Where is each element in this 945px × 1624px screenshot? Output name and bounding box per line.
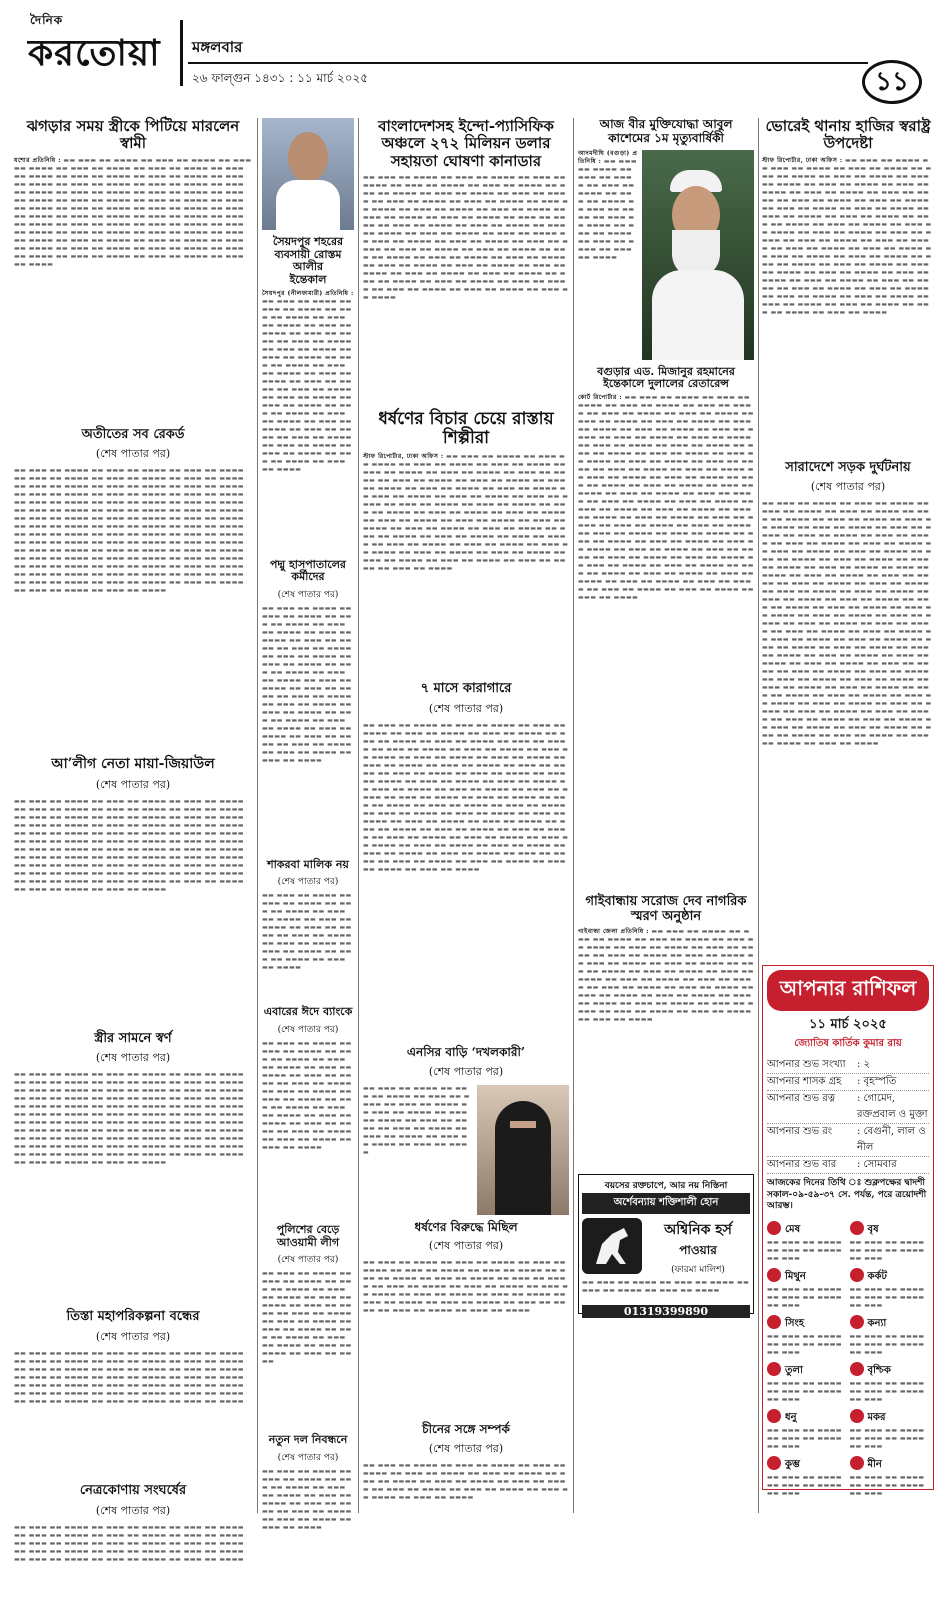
article-body-s12: স্টাফ রিপোর্টার, ঢাকা অফিস : ▬▬ ▬▬▬ ▬▬ ▬▬▬▬ ▬▬ ▬▬▬ ▬▬ ▬▬▬▬ ▬▬ ▬▬▬ ▬▬ ▬▬▬▬ ▬▬ ▬▬▬ ▬▬ ▬▬▬▬ ▬▬ ▬▬▬ ▬▬ ▬▬▬▬ ▬▬ ▬▬▬ ▬▬ ▬▬▬▬ ▬▬ ▬▬▬ ▬▬ ▬▬▬▬ ▬▬ ▬▬▬ ▬▬ ▬▬▬▬ ▬▬ ▬▬▬ ▬▬ ▬▬▬▬ ▬▬ ▬▬▬ ▬▬ ▬▬▬▬ ▬▬ ▬▬▬ ▬▬ ▬▬▬▬ ▬▬ ▬▬▬ ▬▬ ▬▬▬▬ ▬▬ ▬▬▬ ▬▬ ▬▬▬▬ ▬▬ ▬▬▬ ▬▬ ▬▬▬▬ ▬▬ ▬▬▬ ▬▬ ▬▬▬▬ ▬▬ ▬▬▬ ▬▬ ▬▬▬▬ ▬▬ ▬▬▬ ▬▬ ▬▬▬▬ ▬▬ ▬▬▬ ▬▬ ▬▬▬▬ ▬▬ ▬▬▬ ▬▬ ▬▬▬▬ ▬▬ ▬▬▬ ▬▬ ▬▬▬▬ ▬▬ ▬▬▬ ▬▬ ▬▬▬▬ ▬▬ ▬▬▬ ▬▬ ▬▬▬▬ ▬▬ ▬▬▬ ▬▬ ▬▬▬▬ ▬▬ ▬▬▬ ▬▬ ▬▬▬▬ ▬▬ ▬▬▬ ▬▬ ▬▬▬▬ ▬▬ ▬▬▬ ▬▬ ▬▬▬▬ ▬▬ ▬▬▬ ▬▬ ▬▬▬▬ ▬▬ ▬▬▬ ▬▬ ▬▬▬▬ ▬▬ ▬▬▬ ▬▬ ▬▬▬▬ ▬▬ ▬▬▬ ▬▬ ▬▬▬▬ ▬▬ ▬▬▬ ▬▬ ▬▬▬▬ ▬▬ ▬▬▬ ▬▬ ▬▬▬▬ ▬▬ ▬▬▬ ▬▬ ▬▬▬▬ ▬▬ ▬▬▬ ▬▬ ▬▬▬▬ ▬▬ ▬▬▬ ▬▬ ▬▬▬▬ ▬▬ ▬▬▬ ▬▬ ▬▬▬▬ ▬▬ ▬▬▬ ▬▬ ▬▬▬▬	[363, 452, 569, 572]
freedom-fighter-photo	[642, 150, 754, 360]
continued-s4: (শেষ পাতার পর)	[95, 1051, 171, 1065]
zodiac-icon	[850, 1221, 864, 1235]
zodiac-text: ▬▬ ▬▬▬ ▬▬ ▬▬▬▬ ▬▬ ▬▬▬ ▬▬ ▬▬▬▬ ▬▬ ▬▬▬	[767, 1427, 843, 1451]
continued-s7: (শেষ পাতার পর)	[277, 589, 339, 600]
ad-slogan-1: বয়সের রক্তচাপে, আর নয় নিস্তিনা	[604, 1180, 728, 1191]
zodiac-sign-entry	[850, 1217, 930, 1261]
column-left	[14, 117, 252, 1564]
continued-s19: (শেষ পাতার পর)	[810, 480, 886, 494]
headline-s2: অতীতের সব রেকর্ড	[81, 426, 185, 442]
lucky-value: : সোমবার	[857, 1159, 897, 1170]
zodiac-text: ▬▬ ▬▬▬ ▬▬ ▬▬▬▬ ▬▬ ▬▬▬ ▬▬ ▬▬▬▬ ▬▬ ▬▬▬	[849, 1333, 925, 1357]
headline-s5: তিস্তা মহাপরিকল্পনা বন্ধের	[66, 1309, 200, 1325]
article-body-s13: ▬▬ ▬▬▬ ▬▬ ▬▬▬▬ ▬▬ ▬▬▬ ▬▬ ▬▬▬▬ ▬▬ ▬▬▬ ▬▬ ▬▬▬▬ ▬▬ ▬▬▬ ▬▬ ▬▬▬▬ ▬▬ ▬▬▬ ▬▬ ▬▬▬▬ ▬▬ ▬▬▬ ▬▬ ▬▬▬▬ ▬▬ ▬▬▬ ▬▬ ▬▬▬▬ ▬▬ ▬▬▬ ▬▬ ▬▬▬▬ ▬▬ ▬▬▬ ▬▬ ▬▬▬▬ ▬▬ ▬▬▬ ▬▬ ▬▬▬▬ ▬▬ ▬▬▬ ▬▬ ▬▬▬▬ ▬▬ ▬▬▬ ▬▬ ▬▬▬▬ ▬▬ ▬▬▬ ▬▬ ▬▬▬▬ ▬▬ ▬▬▬ ▬▬ ▬▬▬▬ ▬▬ ▬▬▬ ▬▬ ▬▬▬▬ ▬▬ ▬▬▬ ▬▬ ▬▬▬▬ ▬▬ ▬▬▬ ▬▬ ▬▬▬▬ ▬▬ ▬▬▬ ▬▬ ▬▬▬▬ ▬▬ ▬▬▬ ▬▬ ▬▬▬▬ ▬▬ ▬▬▬ ▬▬ ▬▬▬▬ ▬▬ ▬▬▬ ▬▬ ▬▬▬▬ ▬▬ ▬▬▬ ▬▬ ▬▬▬▬ ▬▬ ▬▬▬ ▬▬ ▬▬▬▬ ▬▬ ▬▬▬ ▬▬ ▬▬▬▬ ▬▬ ▬▬▬ ▬▬ ▬▬▬▬ ▬▬ ▬▬▬ ▬▬ ▬▬▬▬ ▬▬ ▬▬▬ ▬▬ ▬▬▬▬ ▬▬ ▬▬▬ ▬▬ ▬▬▬▬ ▬▬ ▬▬▬ ▬▬ ▬▬▬▬ ▬▬ ▬▬▬ ▬▬ ▬▬▬▬ ▬▬ ▬▬▬ ▬▬ ▬▬▬▬ ▬▬ ▬▬▬ ▬▬ ▬▬▬▬ ▬▬ ▬▬▬ ▬▬ ▬▬▬▬ ▬▬ ▬▬▬ ▬▬ ▬▬▬▬ ▬▬ ▬▬▬ ▬▬ ▬▬▬▬ ▬▬ ▬▬▬ ▬▬ ▬▬▬▬ ▬▬ ▬▬▬ ▬▬ ▬▬▬▬ ▬▬ ▬▬▬ ▬▬ ▬▬▬▬ ▬▬ ▬▬▬ ▬▬ ▬▬▬▬ ▬▬ ▬▬▬ ▬▬ ▬▬▬▬ ▬▬ ▬▬▬ ▬▬ ▬▬▬▬ ▬▬ ▬▬▬ ▬▬ ▬▬▬▬ ▬▬ ▬▬▬ ▬▬ ▬▬▬▬ ▬▬ ▬▬▬ ▬▬ ▬▬▬▬ ▬▬ ▬▬▬ ▬▬ ▬▬▬▬ ▬▬ ▬▬▬ ▬▬ ▬▬▬▬ ▬▬ ▬▬▬ ▬▬ ▬▬▬▬ ▬▬ ▬▬▬ ▬▬ ▬▬▬▬ ▬▬ ▬▬▬ ▬▬ ▬▬▬▬	[363, 721, 569, 873]
article-body-s5: ▬▬ ▬▬▬ ▬▬ ▬▬▬▬ ▬▬ ▬▬▬ ▬▬ ▬▬▬▬ ▬▬ ▬▬▬ ▬▬ ▬▬▬▬ ▬▬ ▬▬▬ ▬▬ ▬▬▬▬ ▬▬ ▬▬▬ ▬▬ ▬▬▬▬ ▬▬ ▬▬▬ ▬▬ ▬▬▬▬ ▬▬ ▬▬▬ ▬▬ ▬▬▬▬ ▬▬ ▬▬▬ ▬▬ ▬▬▬▬ ▬▬ ▬▬▬ ▬▬ ▬▬▬▬ ▬▬ ▬▬▬ ▬▬ ▬▬▬▬ ▬▬ ▬▬▬ ▬▬ ▬▬▬▬ ▬▬ ▬▬▬ ▬▬ ▬▬▬▬ ▬▬ ▬▬▬ ▬▬ ▬▬▬▬ ▬▬ ▬▬▬ ▬▬ ▬▬▬▬ ▬▬ ▬▬▬ ▬▬ ▬▬▬▬ ▬▬ ▬▬▬ ▬▬ ▬▬▬▬ ▬▬ ▬▬▬ ▬▬ ▬▬▬▬ ▬▬ ▬▬▬ ▬▬ ▬▬▬▬ ▬▬ ▬▬▬ ▬▬ ▬▬▬▬ ▬▬ ▬▬▬ ▬▬ ▬▬▬▬ ▬▬ ▬▬▬ ▬▬ ▬▬▬▬	[14, 1350, 245, 1406]
zodiac-name: মকর	[867, 1412, 886, 1424]
headline-s17: গাইবান্ধায় সরোজ দেব নাগরিক স্মরণ অনুষ্ঠান	[585, 893, 747, 924]
zodiac-name: সিংহ	[785, 1318, 805, 1330]
lucky-row	[767, 1057, 929, 1074]
tithi-note: আজকের দিনের তিথি ঃ শুক্লপক্ষের দ্বাদশী সকাল-০৯-৫৯-৩৭ সে. পর্যন্ত, পরে ত্রয়োদশী আরম্ভ।	[767, 1178, 927, 1212]
zodiac-name: কর্কট	[867, 1271, 887, 1283]
dateline-obit1: সৈয়দপুর (নীলফামারী) প্রতিনিধি :	[262, 289, 354, 297]
dateline-s1: যশোর প্রতিনিধি :	[14, 156, 61, 164]
column-rule	[358, 118, 359, 1513]
headline-s12: ধর্ষণের বিচার চেয়ে রাস্তায় শিল্পীরা	[378, 408, 554, 449]
column-right-inner	[578, 118, 754, 1513]
column-center	[363, 118, 569, 1513]
zodiac-sign-entry	[850, 1452, 930, 1496]
zodiac-icon	[850, 1315, 864, 1329]
continued-s5: (শেষ পাতার পর)	[95, 1330, 171, 1344]
zodiac-text: ▬▬ ▬▬▬ ▬▬ ▬▬▬▬ ▬▬ ▬▬▬ ▬▬ ▬▬▬▬ ▬▬ ▬▬▬	[849, 1239, 925, 1263]
lucky-label: আপনার শুভ রং	[767, 1126, 833, 1137]
headline-lead: বাংলাদেশসহ ইন্দো-প্যাসিফিক অঞ্চলে ২৭২ মিলিয়ন ডলার সহায়তা ঘোষণা কানাডার	[378, 117, 554, 170]
zodiac-icon	[767, 1221, 781, 1235]
zodiac-icon	[767, 1456, 781, 1470]
zodiac-sign-entry	[767, 1452, 847, 1496]
headline-anniv: আজ বীর মুক্তিযোদ্ধা আবুল কাশেমের ১ম মৃত্যুবার্ষিকী	[599, 117, 733, 145]
continued-s8: (শেষ পাতার পর)	[277, 877, 339, 888]
zodiac-sign-entry	[767, 1264, 847, 1308]
zodiac-sign-entry	[850, 1358, 930, 1402]
headline-s19: সারাদেশে সড়ক দুর্ঘটনায়	[785, 459, 911, 475]
article-body-lead: ▬▬ ▬▬▬ ▬▬ ▬▬▬▬ ▬▬ ▬▬▬ ▬▬ ▬▬▬▬ ▬▬ ▬▬▬ ▬▬ ▬▬▬▬ ▬▬ ▬▬▬ ▬▬ ▬▬▬▬ ▬▬ ▬▬▬ ▬▬ ▬▬▬▬ ▬▬ ▬▬▬ ▬▬ ▬▬▬▬ ▬▬ ▬▬▬ ▬▬ ▬▬▬▬ ▬▬ ▬▬▬ ▬▬ ▬▬▬▬ ▬▬ ▬▬▬ ▬▬ ▬▬▬▬ ▬▬ ▬▬▬ ▬▬ ▬▬▬▬ ▬▬ ▬▬▬ ▬▬ ▬▬▬▬ ▬▬ ▬▬▬ ▬▬ ▬▬▬▬ ▬▬ ▬▬▬ ▬▬ ▬▬▬▬ ▬▬ ▬▬▬ ▬▬ ▬▬▬▬ ▬▬ ▬▬▬ ▬▬ ▬▬▬▬ ▬▬ ▬▬▬ ▬▬ ▬▬▬▬ ▬▬ ▬▬▬ ▬▬ ▬▬▬▬ ▬▬ ▬▬▬ ▬▬ ▬▬▬▬ ▬▬ ▬▬▬ ▬▬ ▬▬▬▬ ▬▬ ▬▬▬ ▬▬ ▬▬▬▬ ▬▬ ▬▬▬ ▬▬ ▬▬▬▬ ▬▬ ▬▬▬ ▬▬ ▬▬▬▬ ▬▬ ▬▬▬ ▬▬ ▬▬▬▬ ▬▬ ▬▬▬ ▬▬ ▬▬▬▬ ▬▬ ▬▬▬ ▬▬ ▬▬▬▬ ▬▬ ▬▬▬ ▬▬ ▬▬▬▬ ▬▬ ▬▬▬ ▬▬ ▬▬▬▬ ▬▬ ▬▬▬ ▬▬ ▬▬▬▬ ▬▬ ▬▬▬ ▬▬ ▬▬▬▬ ▬▬ ▬▬▬ ▬▬ ▬▬▬▬ ▬▬ ▬▬▬ ▬▬ ▬▬▬▬ ▬▬ ▬▬▬ ▬▬ ▬▬▬▬ ▬▬ ▬▬▬ ▬▬ ▬▬▬▬ ▬▬ ▬▬▬ ▬▬ ▬▬▬▬ ▬▬ ▬▬▬ ▬▬ ▬▬▬▬ ▬▬ ▬▬▬ ▬▬ ▬▬▬▬ ▬▬ ▬▬▬ ▬▬ ▬▬▬▬ ▬▬ ▬▬▬ ▬▬ ▬▬▬▬ ▬▬ ▬▬▬ ▬▬ ▬▬▬▬ ▬▬ ▬▬▬ ▬▬ ▬▬▬▬	[363, 173, 569, 301]
lucky-label: আপনার শাসক গ্রহ	[767, 1076, 842, 1087]
zodiac-sign-entry	[767, 1217, 847, 1261]
zodiac-text: ▬▬ ▬▬▬ ▬▬ ▬▬▬▬ ▬▬ ▬▬▬ ▬▬ ▬▬▬▬ ▬▬ ▬▬▬	[849, 1427, 925, 1451]
article-body-s19: ▬▬ ▬▬▬ ▬▬ ▬▬▬▬ ▬▬ ▬▬▬ ▬▬ ▬▬▬▬ ▬▬ ▬▬▬ ▬▬ ▬▬▬▬ ▬▬ ▬▬▬ ▬▬ ▬▬▬▬ ▬▬ ▬▬▬ ▬▬ ▬▬▬▬ ▬▬ ▬▬▬ ▬▬ ▬▬▬▬ ▬▬ ▬▬▬ ▬▬ ▬▬▬▬ ▬▬ ▬▬▬ ▬▬ ▬▬▬▬ ▬▬ ▬▬▬ ▬▬ ▬▬▬▬ ▬▬ ▬▬▬ ▬▬ ▬▬▬▬ ▬▬ ▬▬▬ ▬▬ ▬▬▬▬ ▬▬ ▬▬▬ ▬▬ ▬▬▬▬ ▬▬ ▬▬▬ ▬▬ ▬▬▬▬ ▬▬ ▬▬▬ ▬▬ ▬▬▬▬ ▬▬ ▬▬▬ ▬▬ ▬▬▬▬ ▬▬ ▬▬▬ ▬▬ ▬▬▬▬ ▬▬ ▬▬▬ ▬▬ ▬▬▬▬ ▬▬ ▬▬▬ ▬▬ ▬▬▬▬ ▬▬ ▬▬▬ ▬▬ ▬▬▬▬ ▬▬ ▬▬▬ ▬▬ ▬▬▬▬ ▬▬ ▬▬▬ ▬▬ ▬▬▬▬ ▬▬ ▬▬▬ ▬▬ ▬▬▬▬ ▬▬ ▬▬▬ ▬▬ ▬▬▬▬ ▬▬ ▬▬▬ ▬▬ ▬▬▬▬ ▬▬ ▬▬▬ ▬▬ ▬▬▬▬ ▬▬ ▬▬▬ ▬▬ ▬▬▬▬ ▬▬ ▬▬▬ ▬▬ ▬▬▬▬ ▬▬ ▬▬▬ ▬▬ ▬▬▬▬ ▬▬ ▬▬▬ ▬▬ ▬▬▬▬ ▬▬ ▬▬▬ ▬▬ ▬▬▬▬ ▬▬ ▬▬▬ ▬▬ ▬▬▬▬ ▬▬ ▬▬▬ ▬▬ ▬▬▬▬ ▬▬ ▬▬▬ ▬▬ ▬▬▬▬ ▬▬ ▬▬▬ ▬▬ ▬▬▬▬ ▬▬ ▬▬▬ ▬▬ ▬▬▬▬ ▬▬ ▬▬▬ ▬▬ ▬▬▬▬ ▬▬ ▬▬▬ ▬▬ ▬▬▬▬ ▬▬ ▬▬▬ ▬▬ ▬▬▬▬ ▬▬ ▬▬▬ ▬▬ ▬▬▬▬ ▬▬ ▬▬▬ ▬▬ ▬▬▬▬ ▬▬ ▬▬▬ ▬▬ ▬▬▬▬ ▬▬ ▬▬▬ ▬▬ ▬▬▬▬ ▬▬ ▬▬▬ ▬▬ ▬▬▬▬ ▬▬ ▬▬▬ ▬▬ ▬▬▬▬ ▬▬ ▬▬▬ ▬▬ ▬▬▬▬ ▬▬ ▬▬▬ ▬▬ ▬▬▬▬ ▬▬ ▬▬▬ ▬▬ ▬▬▬▬ ▬▬ ▬▬▬ ▬▬ ▬▬▬▬ ▬▬ ▬▬▬ ▬▬ ▬▬▬▬ ▬▬ ▬▬▬ ▬▬ ▬▬▬▬ ▬▬ ▬▬▬ ▬▬ ▬▬▬▬ ▬▬ ▬▬▬ ▬▬ ▬▬▬▬ ▬▬ ▬▬▬ ▬▬ ▬▬▬▬ ▬▬ ▬▬▬ ▬▬ ▬▬▬▬ ▬▬ ▬▬▬ ▬▬ ▬▬▬▬ ▬▬ ▬▬▬ ▬▬ ▬▬▬▬ ▬▬ ▬▬▬ ▬▬ ▬▬▬▬ ▬▬ ▬▬▬ ▬▬ ▬▬▬▬ ▬▬ ▬▬▬ ▬▬ ▬▬▬▬ ▬▬ ▬▬▬ ▬▬ ▬▬▬▬ ▬▬ ▬▬▬ ▬▬ ▬▬▬▬ ▬▬ ▬▬▬ ▬▬ ▬▬▬▬ ▬▬ ▬▬▬ ▬▬ ▬▬▬▬ ▬▬ ▬▬▬ ▬▬ ▬▬▬▬ ▬▬ ▬▬▬ ▬▬ ▬▬▬▬ ▬▬ ▬▬▬ ▬▬ ▬▬▬▬ ▬▬ ▬▬▬ ▬▬ ▬▬▬▬	[762, 500, 932, 748]
continued-s9: (শেষ পাতার পর)	[277, 1025, 339, 1036]
lucky-row	[767, 1074, 929, 1091]
ad-slogan-2: অর্শেবন্যায় শক্তিশালী হোন	[582, 1193, 750, 1214]
ad-fineprint: ▬▬ ▬▬▬ ▬▬ ▬▬▬▬ ▬▬ ▬▬▬ ▬▬ ▬▬▬▬ ▬▬ ▬▬▬ ▬▬ ▬▬▬▬ ▬▬ ▬▬▬ ▬▬ ▬▬▬▬	[582, 1278, 750, 1294]
zodiac-text: ▬▬ ▬▬▬ ▬▬ ▬▬▬▬ ▬▬ ▬▬▬ ▬▬ ▬▬▬▬ ▬▬ ▬▬▬	[767, 1474, 843, 1498]
headline-obit1-line3: ইন্তেকাল	[289, 272, 327, 286]
column-rule	[758, 118, 759, 1513]
article-body-s1: যশোর প্রতিনিধি : ▬▬ ▬▬▬ ▬▬ ▬▬▬▬ ▬▬ ▬▬▬ ▬▬ ▬▬▬▬ ▬▬ ▬▬▬ ▬▬ ▬▬▬▬ ▬▬ ▬▬▬ ▬▬ ▬▬▬▬ ▬▬ ▬▬▬ ▬▬ ▬▬▬▬ ▬▬ ▬▬▬ ▬▬ ▬▬▬▬ ▬▬ ▬▬▬ ▬▬ ▬▬▬▬ ▬▬ ▬▬▬ ▬▬ ▬▬▬▬ ▬▬ ▬▬▬ ▬▬ ▬▬▬▬ ▬▬ ▬▬▬ ▬▬ ▬▬▬▬ ▬▬ ▬▬▬ ▬▬ ▬▬▬▬ ▬▬ ▬▬▬ ▬▬ ▬▬▬▬ ▬▬ ▬▬▬ ▬▬ ▬▬▬▬ ▬▬ ▬▬▬ ▬▬ ▬▬▬▬ ▬▬ ▬▬▬ ▬▬ ▬▬▬▬ ▬▬ ▬▬▬ ▬▬ ▬▬▬▬ ▬▬ ▬▬▬ ▬▬ ▬▬▬▬ ▬▬ ▬▬▬ ▬▬ ▬▬▬▬ ▬▬ ▬▬▬ ▬▬ ▬▬▬▬ ▬▬ ▬▬▬ ▬▬ ▬▬▬▬ ▬▬ ▬▬▬ ▬▬ ▬▬▬▬ ▬▬ ▬▬▬ ▬▬ ▬▬▬▬ ▬▬ ▬▬▬ ▬▬ ▬▬▬▬ ▬▬ ▬▬▬ ▬▬ ▬▬▬▬ ▬▬ ▬▬▬ ▬▬ ▬▬▬▬ ▬▬ ▬▬▬ ▬▬ ▬▬▬▬ ▬▬ ▬▬▬ ▬▬ ▬▬▬▬ ▬▬ ▬▬▬ ▬▬ ▬▬▬▬ ▬▬ ▬▬▬ ▬▬ ▬▬▬▬ ▬▬ ▬▬▬ ▬▬ ▬▬▬▬ ▬▬ ▬▬▬ ▬▬ ▬▬▬▬ ▬▬ ▬▬▬ ▬▬ ▬▬▬▬ ▬▬ ▬▬▬ ▬▬ ▬▬▬▬ ▬▬ ▬▬▬ ▬▬ ▬▬▬▬ ▬▬ ▬▬▬ ▬▬ ▬▬▬▬ ▬▬ ▬▬▬ ▬▬ ▬▬▬▬ ▬▬ ▬▬▬ ▬▬ ▬▬▬▬ ▬▬ ▬▬▬ ▬▬ ▬▬▬▬ ▬▬ ▬▬▬ ▬▬ ▬▬▬▬	[14, 156, 252, 268]
dateline-s18: স্টাফ রিপোর্টার, ঢাকা অফিস :	[762, 156, 843, 164]
dateline-s12: স্টাফ রিপোর্টার, ঢাকা অফিস :	[363, 452, 444, 460]
zodiac-name: ধনু	[785, 1412, 797, 1424]
zodiac-text: ▬▬ ▬▬▬ ▬▬ ▬▬▬▬ ▬▬ ▬▬▬ ▬▬ ▬▬▬▬ ▬▬ ▬▬▬	[767, 1286, 843, 1310]
column-rule	[257, 118, 258, 1513]
woman-photo	[477, 1085, 569, 1215]
zodiac-icon	[767, 1315, 781, 1329]
ad-brand-line1: অশ্বিনিক হর্স	[664, 1221, 732, 1238]
logo-tagline: দৈনিক	[30, 13, 64, 27]
zodiac-text: ▬▬ ▬▬▬ ▬▬ ▬▬▬▬ ▬▬ ▬▬▬ ▬▬ ▬▬▬▬ ▬▬ ▬▬▬	[767, 1239, 843, 1263]
horoscope-date: ১১ মার্চ ২০২৫	[809, 1017, 887, 1032]
article-body-s4: ▬▬ ▬▬▬ ▬▬ ▬▬▬▬ ▬▬ ▬▬▬ ▬▬ ▬▬▬▬ ▬▬ ▬▬▬ ▬▬ ▬▬▬▬ ▬▬ ▬▬▬ ▬▬ ▬▬▬▬ ▬▬ ▬▬▬ ▬▬ ▬▬▬▬ ▬▬ ▬▬▬ ▬▬ ▬▬▬▬ ▬▬ ▬▬▬ ▬▬ ▬▬▬▬ ▬▬ ▬▬▬ ▬▬ ▬▬▬▬ ▬▬ ▬▬▬ ▬▬ ▬▬▬▬ ▬▬ ▬▬▬ ▬▬ ▬▬▬▬ ▬▬ ▬▬▬ ▬▬ ▬▬▬▬ ▬▬ ▬▬▬ ▬▬ ▬▬▬▬ ▬▬ ▬▬▬ ▬▬ ▬▬▬▬ ▬▬ ▬▬▬ ▬▬ ▬▬▬▬ ▬▬ ▬▬▬ ▬▬ ▬▬▬▬ ▬▬ ▬▬▬ ▬▬ ▬▬▬▬ ▬▬ ▬▬▬ ▬▬ ▬▬▬▬ ▬▬ ▬▬▬ ▬▬ ▬▬▬▬ ▬▬ ▬▬▬ ▬▬ ▬▬▬▬ ▬▬ ▬▬▬ ▬▬ ▬▬▬▬ ▬▬ ▬▬▬ ▬▬ ▬▬▬▬ ▬▬ ▬▬▬ ▬▬ ▬▬▬▬ ▬▬ ▬▬▬ ▬▬ ▬▬▬▬ ▬▬ ▬▬▬ ▬▬ ▬▬▬▬ ▬▬ ▬▬▬ ▬▬ ▬▬▬▬ ▬▬ ▬▬▬ ▬▬ ▬▬▬▬ ▬▬ ▬▬▬ ▬▬ ▬▬▬▬ ▬▬ ▬▬▬ ▬▬ ▬▬▬▬ ▬▬ ▬▬▬ ▬▬ ▬▬▬▬ ▬▬ ▬▬▬ ▬▬ ▬▬▬▬ ▬▬ ▬▬▬ ▬▬ ▬▬▬▬ ▬▬ ▬▬▬ ▬▬ ▬▬▬▬ ▬▬ ▬▬▬ ▬▬ ▬▬▬▬ ▬▬ ▬▬▬ ▬▬ ▬▬▬▬ ▬▬ ▬▬▬ ▬▬ ▬▬▬▬	[14, 1071, 245, 1167]
article-body-s18: স্টাফ রিপোর্টার, ঢাকা অফিস : ▬▬ ▬▬▬ ▬▬ ▬▬▬▬ ▬▬ ▬▬▬ ▬▬ ▬▬▬▬ ▬▬ ▬▬▬ ▬▬ ▬▬▬▬ ▬▬ ▬▬▬ ▬▬ ▬▬▬▬ ▬▬ ▬▬▬ ▬▬ ▬▬▬▬ ▬▬ ▬▬▬ ▬▬ ▬▬▬▬ ▬▬ ▬▬▬ ▬▬ ▬▬▬▬ ▬▬ ▬▬▬ ▬▬ ▬▬▬▬ ▬▬ ▬▬▬ ▬▬ ▬▬▬▬ ▬▬ ▬▬▬ ▬▬ ▬▬▬▬ ▬▬ ▬▬▬ ▬▬ ▬▬▬▬ ▬▬ ▬▬▬ ▬▬ ▬▬▬▬ ▬▬ ▬▬▬ ▬▬ ▬▬▬▬ ▬▬ ▬▬▬ ▬▬ ▬▬▬▬ ▬▬ ▬▬▬ ▬▬ ▬▬▬▬ ▬▬ ▬▬▬ ▬▬ ▬▬▬▬ ▬▬ ▬▬▬ ▬▬ ▬▬▬▬ ▬▬ ▬▬▬ ▬▬ ▬▬▬▬ ▬▬ ▬▬▬ ▬▬ ▬▬▬▬ ▬▬ ▬▬▬ ▬▬ ▬▬▬▬ ▬▬ ▬▬▬ ▬▬ ▬▬▬▬ ▬▬ ▬▬▬ ▬▬ ▬▬▬▬ ▬▬ ▬▬▬ ▬▬ ▬▬▬▬ ▬▬ ▬▬▬ ▬▬ ▬▬▬▬ ▬▬ ▬▬▬ ▬▬ ▬▬▬▬ ▬▬ ▬▬▬ ▬▬ ▬▬▬▬ ▬▬ ▬▬▬ ▬▬ ▬▬▬▬ ▬▬ ▬▬▬ ▬▬ ▬▬▬▬ ▬▬ ▬▬▬ ▬▬ ▬▬▬▬ ▬▬ ▬▬▬ ▬▬ ▬▬▬▬ ▬▬ ▬▬▬ ▬▬ ▬▬▬▬ ▬▬ ▬▬▬ ▬▬ ▬▬▬▬ ▬▬ ▬▬▬ ▬▬ ▬▬▬▬ ▬▬ ▬▬▬ ▬▬ ▬▬▬▬ ▬▬ ▬▬▬ ▬▬ ▬▬▬▬ ▬▬ ▬▬▬ ▬▬ ▬▬▬▬ ▬▬ ▬▬▬ ▬▬ ▬▬▬▬ ▬▬ ▬▬▬ ▬▬ ▬▬▬▬ ▬▬ ▬▬▬ ▬▬ ▬▬▬▬ ▬▬ ▬▬▬ ▬▬ ▬▬▬▬ ▬▬ ▬▬▬ ▬▬ ▬▬▬▬ ▬▬ ▬▬▬ ▬▬ ▬▬▬▬	[762, 156, 932, 316]
portrait-face	[288, 132, 328, 182]
dateline-obit2: কোর্ট রিপোর্টার :	[578, 393, 623, 401]
headline-obit1-line1: সৈয়দপুর শহরের	[272, 235, 344, 248]
column-rule	[573, 118, 574, 1513]
continued-s11: (শেষ পাতার পর)	[277, 1453, 339, 1464]
lucky-table	[767, 1057, 929, 1174]
zodiac-text: ▬▬ ▬▬▬ ▬▬ ▬▬▬▬ ▬▬ ▬▬▬ ▬▬ ▬▬▬▬ ▬▬ ▬▬▬	[849, 1286, 925, 1310]
lucky-value: : বৃহস্পতি	[857, 1076, 897, 1087]
lucky-value: : বেগুনী, লাল ও নীল	[857, 1126, 926, 1153]
zodiac-text: ▬▬ ▬▬▬ ▬▬ ▬▬▬▬ ▬▬ ▬▬▬ ▬▬ ▬▬▬▬ ▬▬ ▬▬▬	[849, 1380, 925, 1404]
horse-power-ad	[578, 1174, 754, 1318]
header-divider	[180, 20, 183, 86]
headline-s13: ৭ মাসে কারাগারে	[420, 680, 512, 696]
zodiac-name: মিথুন	[785, 1271, 806, 1283]
zodiac-icon	[767, 1409, 781, 1423]
zodiac-name: বৃশ্চিক	[867, 1365, 891, 1377]
headline-s18: ভোরেই থানায় হাজির স্বরাষ্ট্র উপদেষ্টা	[765, 117, 931, 153]
article-body-s14: ▬▬ ▬▬▬ ▬▬ ▬▬▬▬ ▬▬ ▬▬▬ ▬▬ ▬▬▬▬ ▬▬ ▬▬▬ ▬▬ ▬▬▬▬ ▬▬ ▬▬▬ ▬▬ ▬▬▬▬ ▬▬ ▬▬▬ ▬▬ ▬▬▬▬ ▬▬ ▬▬▬ ▬▬ ▬▬▬▬ ▬▬ ▬▬▬ ▬▬ ▬▬▬▬ ▬▬ ▬▬▬ ▬▬ ▬▬▬▬ ▬▬ ▬▬▬ ▬▬ ▬▬▬▬ ▬▬ ▬▬▬ ▬▬ ▬▬▬▬ ▬▬ ▬▬▬ ▬▬ ▬▬▬▬	[363, 1084, 470, 1156]
zodiac-icon	[767, 1362, 781, 1376]
zodiac-name: কুম্ভ	[785, 1459, 800, 1471]
zodiac-sign-entry	[767, 1311, 847, 1355]
anniv-block	[578, 150, 754, 360]
continued-s15: (শেষ পাতার পর)	[428, 1239, 504, 1253]
header-rule	[188, 62, 868, 64]
headline-s6: নেত্রকোণায় সংঘর্ষের	[79, 1483, 187, 1499]
article-body-s16: ▬▬ ▬▬▬ ▬▬ ▬▬▬▬ ▬▬ ▬▬▬ ▬▬ ▬▬▬▬ ▬▬ ▬▬▬ ▬▬ ▬▬▬▬ ▬▬ ▬▬▬ ▬▬ ▬▬▬▬ ▬▬ ▬▬▬ ▬▬ ▬▬▬▬ ▬▬ ▬▬▬ ▬▬ ▬▬▬▬ ▬▬ ▬▬▬ ▬▬ ▬▬▬▬ ▬▬ ▬▬▬ ▬▬ ▬▬▬▬ ▬▬ ▬▬▬ ▬▬ ▬▬▬▬ ▬▬ ▬▬▬ ▬▬ ▬▬▬▬ ▬▬ ▬▬▬ ▬▬ ▬▬▬▬ ▬▬ ▬▬▬ ▬▬ ▬▬▬▬	[363, 1462, 569, 1502]
lucky-label: আপনার শুভ রত্ন	[767, 1093, 836, 1104]
headline-obit1-line2: ব্যবসায়ী রোস্তম আলীর	[274, 247, 342, 274]
zodiac-sign-entry	[850, 1311, 930, 1355]
zodiac-name: মেষ	[785, 1224, 801, 1236]
headline-obit2: বগুড়ার এড. মিজানুর রহমানের ইন্তেকালে দুলালের রেতারেন্স	[597, 364, 735, 391]
lucky-value: : গোমেদ, রক্তপ্রবাল ও মুক্তা	[857, 1093, 928, 1120]
newspaper-logo: করতোয়া	[28, 32, 161, 74]
article-body-anniv: আদমদীঘি (বগুড়া) প্রতিনিধি : ▬▬ ▬▬▬ ▬▬ ▬▬▬▬ ▬▬ ▬▬▬ ▬▬ ▬▬▬▬ ▬▬ ▬▬▬ ▬▬ ▬▬▬▬ ▬▬ ▬▬▬ ▬▬ ▬▬▬▬ ▬▬ ▬▬▬ ▬▬ ▬▬▬▬ ▬▬ ▬▬▬ ▬▬ ▬▬▬▬ ▬▬ ▬▬▬ ▬▬ ▬▬▬▬ ▬▬ ▬▬▬ ▬▬ ▬▬▬▬ ▬▬ ▬▬▬ ▬▬ ▬▬▬▬	[578, 149, 638, 261]
article-body-s6: ▬▬ ▬▬▬ ▬▬ ▬▬▬▬ ▬▬ ▬▬▬ ▬▬ ▬▬▬▬ ▬▬ ▬▬▬ ▬▬ ▬▬▬▬ ▬▬ ▬▬▬ ▬▬ ▬▬▬▬ ▬▬ ▬▬▬ ▬▬ ▬▬▬▬ ▬▬ ▬▬▬ ▬▬ ▬▬▬▬ ▬▬ ▬▬▬ ▬▬ ▬▬▬▬ ▬▬ ▬▬▬ ▬▬ ▬▬▬▬ ▬▬ ▬▬▬ ▬▬ ▬▬▬▬ ▬▬ ▬▬▬ ▬▬ ▬▬▬▬ ▬▬ ▬▬▬ ▬▬ ▬▬▬▬ ▬▬ ▬▬▬ ▬▬ ▬▬▬▬ ▬▬ ▬▬▬ ▬▬ ▬▬▬▬ ▬▬ ▬▬▬ ▬▬ ▬▬▬▬ ▬▬ ▬▬▬ ▬▬ ▬▬▬▬	[14, 1524, 245, 1564]
zodiac-sign-entry	[767, 1405, 847, 1449]
continued-s3: (শেষ পাতার পর)	[95, 777, 171, 791]
article-body-s2: ▬▬ ▬▬▬ ▬▬ ▬▬▬▬ ▬▬ ▬▬▬ ▬▬ ▬▬▬▬ ▬▬ ▬▬▬ ▬▬ ▬▬▬▬ ▬▬ ▬▬▬ ▬▬ ▬▬▬▬ ▬▬ ▬▬▬ ▬▬ ▬▬▬▬ ▬▬ ▬▬▬ ▬▬ ▬▬▬▬ ▬▬ ▬▬▬ ▬▬ ▬▬▬▬ ▬▬ ▬▬▬ ▬▬ ▬▬▬▬ ▬▬ ▬▬▬ ▬▬ ▬▬▬▬ ▬▬ ▬▬▬ ▬▬ ▬▬▬▬ ▬▬ ▬▬▬ ▬▬ ▬▬▬▬ ▬▬ ▬▬▬ ▬▬ ▬▬▬▬ ▬▬ ▬▬▬ ▬▬ ▬▬▬▬ ▬▬ ▬▬▬ ▬▬ ▬▬▬▬ ▬▬ ▬▬▬ ▬▬ ▬▬▬▬ ▬▬ ▬▬▬ ▬▬ ▬▬▬▬ ▬▬ ▬▬▬ ▬▬ ▬▬▬▬ ▬▬ ▬▬▬ ▬▬ ▬▬▬▬ ▬▬ ▬▬▬ ▬▬ ▬▬▬▬ ▬▬ ▬▬▬ ▬▬ ▬▬▬▬ ▬▬ ▬▬▬ ▬▬ ▬▬▬▬ ▬▬ ▬▬▬ ▬▬ ▬▬▬▬ ▬▬ ▬▬▬ ▬▬ ▬▬▬▬ ▬▬ ▬▬▬ ▬▬ ▬▬▬▬ ▬▬ ▬▬▬ ▬▬ ▬▬▬▬ ▬▬ ▬▬▬ ▬▬ ▬▬▬▬ ▬▬ ▬▬▬ ▬▬ ▬▬▬▬ ▬▬ ▬▬▬ ▬▬ ▬▬▬▬ ▬▬ ▬▬▬ ▬▬ ▬▬▬▬ ▬▬ ▬▬▬ ▬▬ ▬▬▬▬ ▬▬ ▬▬▬ ▬▬ ▬▬▬▬ ▬▬ ▬▬▬ ▬▬ ▬▬▬▬ ▬▬ ▬▬▬ ▬▬ ▬▬▬▬ ▬▬ ▬▬▬ ▬▬ ▬▬▬▬ ▬▬ ▬▬▬ ▬▬ ▬▬▬▬ ▬▬ ▬▬▬ ▬▬ ▬▬▬▬ ▬▬ ▬▬▬ ▬▬ ▬▬▬▬ ▬▬ ▬▬▬ ▬▬ ▬▬▬▬ ▬▬ ▬▬▬ ▬▬ ▬▬▬▬ ▬▬ ▬▬▬ ▬▬ ▬▬▬▬ ▬▬ ▬▬▬ ▬▬ ▬▬▬▬ ▬▬ ▬▬▬ ▬▬ ▬▬▬▬ ▬▬ ▬▬▬ ▬▬ ▬▬▬▬ ▬▬ ▬▬▬ ▬▬ ▬▬▬▬ ▬▬ ▬▬▬ ▬▬ ▬▬▬▬ ▬▬ ▬▬▬ ▬▬ ▬▬▬▬ ▬▬ ▬▬▬ ▬▬ ▬▬▬▬	[14, 467, 245, 595]
zodiac-sign-entry	[850, 1264, 930, 1308]
zodiac-icon	[767, 1268, 781, 1282]
horoscope-box	[762, 965, 934, 1498]
article-body-s11: ▬▬ ▬▬▬ ▬▬ ▬▬▬▬ ▬▬ ▬▬▬ ▬▬ ▬▬▬▬ ▬▬ ▬▬▬ ▬▬ ▬▬▬▬ ▬▬ ▬▬▬ ▬▬ ▬▬▬▬ ▬▬ ▬▬▬ ▬▬ ▬▬▬▬ ▬▬ ▬▬▬ ▬▬ ▬▬▬▬ ▬▬ ▬▬▬ ▬▬ ▬▬▬▬ ▬▬ ▬▬▬ ▬▬ ▬▬▬▬ ▬▬ ▬▬▬ ▬▬ ▬▬▬▬	[262, 1468, 352, 1532]
horoscope-author: জ্যোতিষ কার্তিক কুমার রায়	[794, 1038, 902, 1049]
header-date: ২৬ ফাল্গুন ১৪৩১ : ১১ মার্চ ২০২৫	[192, 71, 369, 85]
headline-s9: এবারের ঈদে ব্যাংকে	[263, 1005, 353, 1019]
portrait-photo	[262, 118, 354, 230]
lucky-row	[767, 1124, 929, 1157]
horse-icon	[582, 1218, 642, 1274]
zodiac-sign-entry	[767, 1358, 847, 1402]
zodiac-name: কন্যা	[867, 1318, 887, 1330]
continued-s10: (শেষ পাতার পর)	[277, 1255, 339, 1266]
headline-s3: আ’লীগ নেতা মায়া-জিয়াউল	[51, 756, 215, 773]
headline-s8: শাকরবা মালিক নয়	[267, 857, 349, 871]
lucky-label: আপনার শুভ সংখ্যা	[767, 1059, 846, 1070]
article-body-s3: ▬▬ ▬▬▬ ▬▬ ▬▬▬▬ ▬▬ ▬▬▬ ▬▬ ▬▬▬▬ ▬▬ ▬▬▬ ▬▬ ▬▬▬▬ ▬▬ ▬▬▬ ▬▬ ▬▬▬▬ ▬▬ ▬▬▬ ▬▬ ▬▬▬▬ ▬▬ ▬▬▬ ▬▬ ▬▬▬▬ ▬▬ ▬▬▬ ▬▬ ▬▬▬▬ ▬▬ ▬▬▬ ▬▬ ▬▬▬▬ ▬▬ ▬▬▬ ▬▬ ▬▬▬▬ ▬▬ ▬▬▬ ▬▬ ▬▬▬▬ ▬▬ ▬▬▬ ▬▬ ▬▬▬▬ ▬▬ ▬▬▬ ▬▬ ▬▬▬▬ ▬▬ ▬▬▬ ▬▬ ▬▬▬▬ ▬▬ ▬▬▬ ▬▬ ▬▬▬▬ ▬▬ ▬▬▬ ▬▬ ▬▬▬▬ ▬▬ ▬▬▬ ▬▬ ▬▬▬▬ ▬▬ ▬▬▬ ▬▬ ▬▬▬▬ ▬▬ ▬▬▬ ▬▬ ▬▬▬▬ ▬▬ ▬▬▬ ▬▬ ▬▬▬▬ ▬▬ ▬▬▬ ▬▬ ▬▬▬▬ ▬▬ ▬▬▬ ▬▬ ▬▬▬▬ ▬▬ ▬▬▬ ▬▬ ▬▬▬▬ ▬▬ ▬▬▬ ▬▬ ▬▬▬▬ ▬▬ ▬▬▬ ▬▬ ▬▬▬▬ ▬▬ ▬▬▬ ▬▬ ▬▬▬▬ ▬▬ ▬▬▬ ▬▬ ▬▬▬▬ ▬▬ ▬▬▬ ▬▬ ▬▬▬▬ ▬▬ ▬▬▬ ▬▬ ▬▬▬▬ ▬▬ ▬▬▬ ▬▬ ▬▬▬▬ ▬▬ ▬▬▬ ▬▬ ▬▬▬▬ ▬▬ ▬▬▬ ▬▬ ▬▬▬▬ ▬▬ ▬▬▬ ▬▬ ▬▬▬▬ ▬▬ ▬▬▬ ▬▬ ▬▬▬▬ ▬▬ ▬▬▬ ▬▬ ▬▬▬▬ ▬▬ ▬▬▬ ▬▬ ▬▬▬▬	[14, 797, 245, 893]
headline-s14: এনসির বাড়ি ‘দখলকারী’	[406, 1044, 526, 1059]
horoscope-title: আপনার রাশিফল	[767, 970, 929, 1011]
portrait-shirt	[276, 180, 340, 230]
continued-s6: (শেষ পাতার পর)	[95, 1504, 171, 1518]
dateline-s17: গাইবান্ধা জেলা প্রতিনিধি :	[578, 927, 649, 935]
lucky-row	[767, 1091, 929, 1124]
article-body-s15: ▬▬ ▬▬▬ ▬▬ ▬▬▬▬ ▬▬ ▬▬▬ ▬▬ ▬▬▬▬ ▬▬ ▬▬▬ ▬▬ ▬▬▬▬ ▬▬ ▬▬▬ ▬▬ ▬▬▬▬ ▬▬ ▬▬▬ ▬▬ ▬▬▬▬ ▬▬ ▬▬▬ ▬▬ ▬▬▬▬ ▬▬ ▬▬▬ ▬▬ ▬▬▬▬ ▬▬ ▬▬▬ ▬▬ ▬▬▬▬ ▬▬ ▬▬▬ ▬▬ ▬▬▬▬ ▬▬ ▬▬▬ ▬▬ ▬▬▬▬ ▬▬ ▬▬▬ ▬▬ ▬▬▬▬ ▬▬ ▬▬▬ ▬▬ ▬▬▬▬ ▬▬ ▬▬▬ ▬▬ ▬▬▬▬ ▬▬ ▬▬▬ ▬▬ ▬▬▬▬ ▬▬ ▬▬▬ ▬▬ ▬▬▬▬ ▬▬ ▬▬▬ ▬▬ ▬▬▬▬ ▬▬ ▬▬▬ ▬▬ ▬▬▬▬ ▬▬ ▬▬▬ ▬▬ ▬▬▬▬	[363, 1259, 569, 1315]
article-body-s9: ▬▬ ▬▬▬ ▬▬ ▬▬▬▬ ▬▬ ▬▬▬ ▬▬ ▬▬▬▬ ▬▬ ▬▬▬ ▬▬ ▬▬▬▬ ▬▬ ▬▬▬ ▬▬ ▬▬▬▬ ▬▬ ▬▬▬ ▬▬ ▬▬▬▬ ▬▬ ▬▬▬ ▬▬ ▬▬▬▬ ▬▬ ▬▬▬ ▬▬ ▬▬▬▬ ▬▬ ▬▬▬ ▬▬ ▬▬▬▬ ▬▬ ▬▬▬ ▬▬ ▬▬▬▬ ▬▬ ▬▬▬ ▬▬ ▬▬▬▬ ▬▬ ▬▬▬ ▬▬ ▬▬▬▬ ▬▬ ▬▬▬ ▬▬ ▬▬▬▬ ▬▬ ▬▬▬ ▬▬ ▬▬▬▬ ▬▬ ▬▬▬ ▬▬ ▬▬▬▬ ▬▬ ▬▬▬ ▬▬ ▬▬▬▬ ▬▬ ▬▬▬ ▬▬ ▬▬▬▬	[262, 1040, 352, 1152]
niqab-figure	[495, 1101, 551, 1215]
headline-s4: স্ত্রীর সামনে স্বর্ণ	[94, 1030, 172, 1046]
zodiac-icon	[850, 1268, 864, 1282]
zodiac-text: ▬▬ ▬▬▬ ▬▬ ▬▬▬▬ ▬▬ ▬▬▬ ▬▬ ▬▬▬▬ ▬▬ ▬▬▬	[767, 1380, 843, 1404]
zodiac-icon	[850, 1409, 864, 1423]
headline-s10: পুলিশের বেড়ে আওয়ামী লীগ	[276, 1223, 340, 1249]
lucky-label: আপনার শুভ বার	[767, 1159, 837, 1170]
s14-block	[363, 1085, 569, 1215]
headline-s15: ধর্ষণের বিরুদ্ধে মিছিল	[414, 1219, 518, 1234]
zodiac-name: বৃষ	[867, 1224, 879, 1236]
lucky-value: : ২	[857, 1059, 871, 1070]
headline-s11: নতুন দল নিবন্ধনে	[268, 1433, 348, 1447]
ad-phone: 01319399890	[582, 1305, 750, 1318]
continued-s13: (শেষ পাতার পর)	[428, 701, 504, 715]
zodiac-name: তুলা	[785, 1365, 803, 1377]
article-body-s7: ▬▬ ▬▬▬ ▬▬ ▬▬▬▬ ▬▬ ▬▬▬ ▬▬ ▬▬▬▬ ▬▬ ▬▬▬ ▬▬ ▬▬▬▬ ▬▬ ▬▬▬ ▬▬ ▬▬▬▬ ▬▬ ▬▬▬ ▬▬ ▬▬▬▬ ▬▬ ▬▬▬ ▬▬ ▬▬▬▬ ▬▬ ▬▬▬ ▬▬ ▬▬▬▬ ▬▬ ▬▬▬ ▬▬ ▬▬▬▬ ▬▬ ▬▬▬ ▬▬ ▬▬▬▬ ▬▬ ▬▬▬ ▬▬ ▬▬▬▬ ▬▬ ▬▬▬ ▬▬ ▬▬▬▬ ▬▬ ▬▬▬ ▬▬ ▬▬▬▬ ▬▬ ▬▬▬ ▬▬ ▬▬▬▬ ▬▬ ▬▬▬ ▬▬ ▬▬▬▬ ▬▬ ▬▬▬ ▬▬ ▬▬▬▬ ▬▬ ▬▬▬ ▬▬ ▬▬▬▬ ▬▬ ▬▬▬ ▬▬ ▬▬▬▬ ▬▬ ▬▬▬ ▬▬ ▬▬▬▬ ▬▬ ▬▬▬ ▬▬ ▬▬▬▬ ▬▬ ▬▬▬ ▬▬ ▬▬▬▬ ▬▬ ▬▬▬ ▬▬ ▬▬▬▬ ▬▬ ▬▬▬ ▬▬ ▬▬▬▬ ▬▬ ▬▬▬ ▬▬ ▬▬▬▬	[262, 604, 352, 764]
headline-s1: ঝগড়ার সময় স্ত্রীকে পিটিয়ে মারলেন স্বামী	[26, 117, 240, 153]
sign-grid	[767, 1217, 929, 1496]
article-body-s17: গাইবান্ধা জেলা প্রতিনিধি : ▬▬ ▬▬▬ ▬▬ ▬▬▬▬ ▬▬ ▬▬▬ ▬▬ ▬▬▬▬ ▬▬ ▬▬▬ ▬▬ ▬▬▬▬ ▬▬ ▬▬▬ ▬▬ ▬▬▬▬ ▬▬ ▬▬▬ ▬▬ ▬▬▬▬ ▬▬ ▬▬▬ ▬▬ ▬▬▬▬ ▬▬ ▬▬▬ ▬▬ ▬▬▬▬ ▬▬ ▬▬▬ ▬▬ ▬▬▬▬ ▬▬ ▬▬▬ ▬▬ ▬▬▬▬ ▬▬ ▬▬▬ ▬▬ ▬▬▬▬ ▬▬ ▬▬▬ ▬▬ ▬▬▬▬ ▬▬ ▬▬▬ ▬▬ ▬▬▬▬ ▬▬ ▬▬▬ ▬▬ ▬▬▬▬ ▬▬ ▬▬▬ ▬▬ ▬▬▬▬ ▬▬ ▬▬▬ ▬▬ ▬▬▬▬ ▬▬ ▬▬▬ ▬▬ ▬▬▬▬ ▬▬ ▬▬▬ ▬▬ ▬▬▬▬ ▬▬ ▬▬▬ ▬▬ ▬▬▬▬ ▬▬ ▬▬▬ ▬▬ ▬▬▬▬ ▬▬ ▬▬▬ ▬▬ ▬▬▬▬ ▬▬ ▬▬▬ ▬▬ ▬▬▬▬ ▬▬ ▬▬▬ ▬▬ ▬▬▬▬ ▬▬ ▬▬▬ ▬▬ ▬▬▬▬ ▬▬ ▬▬▬ ▬▬ ▬▬▬▬ ▬▬ ▬▬▬ ▬▬ ▬▬▬▬	[578, 927, 754, 1023]
eye-slit	[510, 1121, 536, 1128]
article-body-s8: ▬▬ ▬▬▬ ▬▬ ▬▬▬▬ ▬▬ ▬▬▬ ▬▬ ▬▬▬▬ ▬▬ ▬▬▬ ▬▬ ▬▬▬▬ ▬▬ ▬▬▬ ▬▬ ▬▬▬▬ ▬▬ ▬▬▬ ▬▬ ▬▬▬▬ ▬▬ ▬▬▬ ▬▬ ▬▬▬▬ ▬▬ ▬▬▬ ▬▬ ▬▬▬▬ ▬▬ ▬▬▬ ▬▬ ▬▬▬▬ ▬▬ ▬▬▬ ▬▬ ▬▬▬▬ ▬▬ ▬▬▬ ▬▬ ▬▬▬▬ ▬▬ ▬▬▬ ▬▬ ▬▬▬▬	[262, 892, 352, 972]
zodiac-text: ▬▬ ▬▬▬ ▬▬ ▬▬▬▬ ▬▬ ▬▬▬ ▬▬ ▬▬▬▬ ▬▬ ▬▬▬	[849, 1474, 925, 1498]
article-body-obit2: কোর্ট রিপোর্টার : ▬▬ ▬▬▬ ▬▬ ▬▬▬▬ ▬▬ ▬▬▬ ▬▬ ▬▬▬▬ ▬▬ ▬▬▬ ▬▬ ▬▬▬▬ ▬▬ ▬▬▬ ▬▬ ▬▬▬▬ ▬▬ ▬▬▬ ▬▬ ▬▬▬▬ ▬▬ ▬▬▬ ▬▬ ▬▬▬▬ ▬▬ ▬▬▬ ▬▬ ▬▬▬▬ ▬▬ ▬▬▬ ▬▬ ▬▬▬▬ ▬▬ ▬▬▬ ▬▬ ▬▬▬▬ ▬▬ ▬▬▬ ▬▬ ▬▬▬▬ ▬▬ ▬▬▬ ▬▬ ▬▬▬▬ ▬▬ ▬▬▬ ▬▬ ▬▬▬▬ ▬▬ ▬▬▬ ▬▬ ▬▬▬▬ ▬▬ ▬▬▬ ▬▬ ▬▬▬▬ ▬▬ ▬▬▬ ▬▬ ▬▬▬▬ ▬▬ ▬▬▬ ▬▬ ▬▬▬▬ ▬▬ ▬▬▬ ▬▬ ▬▬▬▬ ▬▬ ▬▬▬ ▬▬ ▬▬▬▬ ▬▬ ▬▬▬ ▬▬ ▬▬▬▬ ▬▬ ▬▬▬ ▬▬ ▬▬▬▬ ▬▬ ▬▬▬ ▬▬ ▬▬▬▬ ▬▬ ▬▬▬ ▬▬ ▬▬▬▬ ▬▬ ▬▬▬ ▬▬ ▬▬▬▬ ▬▬ ▬▬▬ ▬▬ ▬▬▬▬ ▬▬ ▬▬▬ ▬▬ ▬▬▬▬ ▬▬ ▬▬▬ ▬▬ ▬▬▬▬ ▬▬ ▬▬▬ ▬▬ ▬▬▬▬ ▬▬ ▬▬▬ ▬▬ ▬▬▬▬ ▬▬ ▬▬▬ ▬▬ ▬▬▬▬ ▬▬ ▬▬▬ ▬▬ ▬▬▬▬ ▬▬ ▬▬▬ ▬▬ ▬▬▬▬ ▬▬ ▬▬▬ ▬▬ ▬▬▬▬ ▬▬ ▬▬▬ ▬▬ ▬▬▬▬ ▬▬ ▬▬▬ ▬▬ ▬▬▬▬ ▬▬ ▬▬▬ ▬▬ ▬▬▬▬ ▬▬ ▬▬▬ ▬▬ ▬▬▬▬ ▬▬ ▬▬▬ ▬▬ ▬▬▬▬ ▬▬ ▬▬▬ ▬▬ ▬▬▬▬ ▬▬ ▬▬▬ ▬▬ ▬▬▬▬ ▬▬ ▬▬▬ ▬▬ ▬▬▬▬ ▬▬ ▬▬▬ ▬▬ ▬▬▬▬ ▬▬ ▬▬▬ ▬▬ ▬▬▬▬ ▬▬ ▬▬▬ ▬▬ ▬▬▬▬ ▬▬ ▬▬▬ ▬▬ ▬▬▬▬ ▬▬ ▬▬▬ ▬▬ ▬▬▬▬ ▬▬ ▬▬▬ ▬▬ ▬▬▬▬ ▬▬ ▬▬▬ ▬▬ ▬▬▬▬ ▬▬ ▬▬▬ ▬▬ ▬▬▬▬ ▬▬ ▬▬▬ ▬▬ ▬▬▬▬ ▬▬ ▬▬▬ ▬▬ ▬▬▬▬ ▬▬ ▬▬▬ ▬▬ ▬▬▬▬ ▬▬ ▬▬▬ ▬▬ ▬▬▬▬ ▬▬ ▬▬▬ ▬▬ ▬▬▬▬ ▬▬ ▬▬▬ ▬▬ ▬▬▬▬ ▬▬ ▬▬▬ ▬▬ ▬▬▬▬ ▬▬ ▬▬▬ ▬▬ ▬▬▬▬ ▬▬ ▬▬▬ ▬▬ ▬▬▬▬	[578, 393, 754, 601]
article-body-obit1: সৈয়দপুর (নীলফামারী) প্রতিনিধি : ▬▬ ▬▬▬ ▬▬ ▬▬▬▬ ▬▬ ▬▬▬ ▬▬ ▬▬▬▬ ▬▬ ▬▬▬ ▬▬ ▬▬▬▬ ▬▬ ▬▬▬ ▬▬ ▬▬▬▬ ▬▬ ▬▬▬ ▬▬ ▬▬▬▬ ▬▬ ▬▬▬ ▬▬ ▬▬▬▬ ▬▬ ▬▬▬ ▬▬ ▬▬▬▬ ▬▬ ▬▬▬ ▬▬ ▬▬▬▬ ▬▬ ▬▬▬ ▬▬ ▬▬▬▬ ▬▬ ▬▬▬ ▬▬ ▬▬▬▬ ▬▬ ▬▬▬ ▬▬ ▬▬▬▬ ▬▬ ▬▬▬ ▬▬ ▬▬▬▬ ▬▬ ▬▬▬ ▬▬ ▬▬▬▬ ▬▬ ▬▬▬ ▬▬ ▬▬▬▬ ▬▬ ▬▬▬ ▬▬ ▬▬▬▬ ▬▬ ▬▬▬ ▬▬ ▬▬▬▬ ▬▬ ▬▬▬ ▬▬ ▬▬▬▬ ▬▬ ▬▬▬ ▬▬ ▬▬▬▬ ▬▬ ▬▬▬ ▬▬ ▬▬▬▬ ▬▬ ▬▬▬ ▬▬ ▬▬▬▬ ▬▬ ▬▬▬ ▬▬ ▬▬▬▬ ▬▬ ▬▬▬ ▬▬ ▬▬▬▬ ▬▬ ▬▬▬ ▬▬ ▬▬▬▬ ▬▬ ▬▬▬ ▬▬ ▬▬▬▬ ▬▬ ▬▬▬ ▬▬ ▬▬▬▬	[262, 289, 354, 473]
page-number: ১১	[862, 60, 922, 104]
zodiac-name: মীন	[867, 1459, 882, 1471]
continued-s14: (শেষ পাতার পর)	[428, 1064, 504, 1078]
continued-s16: (শেষ পাতার পর)	[428, 1442, 504, 1456]
zodiac-sign-entry	[850, 1405, 930, 1449]
zodiac-icon	[850, 1456, 864, 1470]
portrait-shirt	[652, 270, 744, 360]
header-day: মঙ্গলবার	[192, 38, 243, 56]
zodiac-icon	[850, 1362, 864, 1376]
article-body-s10: ▬▬ ▬▬▬ ▬▬ ▬▬▬▬ ▬▬ ▬▬▬ ▬▬ ▬▬▬▬ ▬▬ ▬▬▬ ▬▬ ▬▬▬▬ ▬▬ ▬▬▬ ▬▬ ▬▬▬▬ ▬▬ ▬▬▬ ▬▬ ▬▬▬▬ ▬▬ ▬▬▬ ▬▬ ▬▬▬▬ ▬▬ ▬▬▬ ▬▬ ▬▬▬▬ ▬▬ ▬▬▬ ▬▬ ▬▬▬▬ ▬▬ ▬▬▬ ▬▬ ▬▬▬▬ ▬▬ ▬▬▬ ▬▬ ▬▬▬▬ ▬▬ ▬▬▬ ▬▬ ▬▬▬▬ ▬▬ ▬▬▬ ▬▬ ▬▬▬▬ ▬▬ ▬▬▬ ▬▬ ▬▬▬▬	[262, 1270, 352, 1366]
headline-s7: পদ্মু হাসপাতালের কর্মীদের	[270, 557, 346, 584]
ad-brand-line2: পাওয়ার	[679, 1242, 717, 1257]
headline-s16: চীনের সঙ্গে সম্পর্ক	[422, 1422, 510, 1437]
continued-s2: (শেষ পাতার পর)	[95, 447, 171, 461]
column-narrow	[262, 118, 354, 1532]
lucky-row	[767, 1157, 929, 1174]
ad-brand-line3: (ফারমা মালিশ)	[671, 1264, 725, 1275]
dateline-anniv: আদমদীঘি (বগুড়া) প্রতিনিধি :	[578, 149, 638, 165]
zodiac-text: ▬▬ ▬▬▬ ▬▬ ▬▬▬▬ ▬▬ ▬▬▬ ▬▬ ▬▬▬▬ ▬▬ ▬▬▬	[767, 1333, 843, 1357]
masthead	[0, 0, 945, 108]
